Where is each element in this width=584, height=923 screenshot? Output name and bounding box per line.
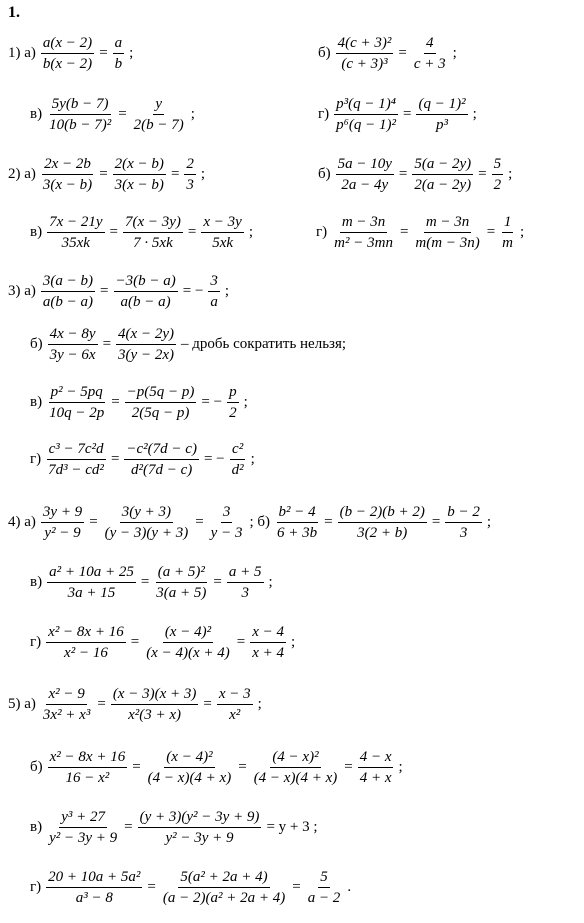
operator: = bbox=[147, 879, 156, 895]
denominator: 4 + x bbox=[359, 770, 392, 786]
denominator: 2(a − 2y) bbox=[414, 177, 472, 193]
fraction bbox=[113, 155, 166, 194]
operator: = bbox=[402, 106, 412, 122]
item-label: б) bbox=[30, 759, 43, 775]
denominator: 2 bbox=[229, 405, 237, 421]
denominator: 3x² + x³ bbox=[42, 707, 91, 723]
punctuation: ; bbox=[472, 106, 477, 122]
denominator: 7d³ − cd² bbox=[48, 462, 104, 478]
denominator: 3(a + 5) bbox=[156, 585, 207, 601]
fraction bbox=[41, 685, 92, 724]
operator: = bbox=[99, 166, 108, 182]
equation-line bbox=[316, 213, 528, 252]
numerator: c³ − 7c²d bbox=[47, 440, 106, 460]
numerator: x − 3 bbox=[217, 685, 253, 705]
fraction bbox=[358, 748, 394, 787]
equation-line bbox=[8, 272, 233, 311]
operator: = bbox=[118, 106, 127, 122]
operator: = bbox=[324, 514, 333, 530]
denominator: (y − 3)(y + 3) bbox=[104, 525, 189, 541]
equation-line bbox=[30, 808, 322, 847]
numerator: y bbox=[153, 95, 164, 115]
fraction bbox=[47, 808, 119, 847]
denominator: y² − 3y + 9 bbox=[49, 830, 118, 846]
fraction bbox=[124, 440, 199, 479]
punctuation: ; bbox=[398, 759, 403, 775]
fraction bbox=[132, 95, 186, 134]
equation-line bbox=[30, 440, 259, 479]
denominator: 7 · 5xk bbox=[133, 235, 173, 251]
fraction bbox=[413, 213, 481, 252]
numerator: 5y(b − 7) bbox=[50, 95, 111, 115]
item-label: в) bbox=[30, 574, 43, 590]
denominator: x + 4 bbox=[252, 645, 284, 661]
equation-line bbox=[318, 34, 461, 73]
denominator: 2 bbox=[493, 177, 502, 193]
fraction bbox=[47, 383, 106, 422]
item-label: в) bbox=[30, 394, 43, 410]
numerator: a bbox=[113, 34, 125, 54]
denominator: (x − 4)(x + 4) bbox=[146, 645, 230, 661]
text-fragment: – дробь сократить нельзя; bbox=[180, 336, 347, 352]
numerator: b² − 4 bbox=[277, 503, 318, 523]
operator: = bbox=[187, 224, 197, 240]
punctuation: ; bbox=[268, 574, 273, 590]
item-label: б) bbox=[318, 45, 331, 61]
numerator: (4 − x)² bbox=[270, 748, 320, 768]
fraction bbox=[114, 272, 178, 311]
numerator: c² bbox=[230, 440, 245, 460]
exercise-number: 1. bbox=[8, 4, 20, 21]
operator: = bbox=[100, 283, 109, 299]
denominator: 2(b − 7) bbox=[133, 117, 184, 133]
numerator: 2 bbox=[184, 155, 196, 175]
operator: = bbox=[124, 819, 133, 835]
fraction bbox=[46, 440, 106, 479]
numerator: b − 2 bbox=[445, 503, 482, 523]
numerator: −3(b − a) bbox=[114, 272, 178, 292]
fraction bbox=[47, 563, 136, 602]
denominator: a(b − a) bbox=[120, 294, 171, 310]
denominator: d²(7d − c) bbox=[131, 462, 193, 478]
numerator: −c²(7d − c) bbox=[124, 440, 199, 460]
denominator: 2(5q − p) bbox=[131, 405, 190, 421]
fraction bbox=[41, 34, 94, 73]
fraction bbox=[227, 563, 264, 602]
denominator: 16 − x² bbox=[65, 770, 110, 786]
numerator: x² − 8x + 16 bbox=[46, 623, 126, 643]
item-label: 5) а) bbox=[8, 696, 36, 712]
punctuation: ; bbox=[243, 394, 248, 410]
numerator: 1 bbox=[502, 213, 514, 233]
denominator: 10(b − 7)² bbox=[49, 117, 112, 133]
operator: = bbox=[238, 759, 247, 775]
denominator: 35xk bbox=[61, 235, 90, 251]
item-label: в) bbox=[30, 224, 43, 240]
operator: = bbox=[398, 45, 407, 61]
punctuation: ; б) bbox=[249, 514, 270, 530]
numerator: a + 5 bbox=[227, 563, 264, 583]
denominator: a bbox=[210, 294, 218, 310]
punctuation: . bbox=[347, 879, 352, 895]
item-label: 3) а) bbox=[8, 283, 36, 299]
item-label: 2) а) bbox=[8, 166, 36, 182]
operator: = bbox=[130, 634, 140, 650]
fraction bbox=[332, 213, 395, 252]
operator: = − bbox=[182, 283, 204, 299]
punctuation: ; bbox=[129, 45, 134, 61]
fraction bbox=[252, 748, 340, 787]
operator: = bbox=[236, 634, 246, 650]
operator: = bbox=[132, 759, 141, 775]
equation-line bbox=[30, 325, 350, 364]
denominator: b(x − 2) bbox=[42, 56, 93, 72]
numerator: 2x − 2b bbox=[42, 155, 93, 175]
item-label: 1) а) bbox=[8, 45, 36, 61]
numerator: (b − 2)(b + 2) bbox=[338, 503, 427, 523]
denominator: y − 3 bbox=[210, 525, 243, 541]
fraction bbox=[492, 155, 504, 194]
denominator: 3a + 15 bbox=[67, 585, 116, 601]
numerator: 5(a − 2y) bbox=[412, 155, 473, 175]
numerator: a(x − 2) bbox=[41, 34, 94, 54]
numerator: x² − 9 bbox=[46, 685, 86, 705]
fraction bbox=[500, 213, 515, 252]
equation-line bbox=[318, 95, 481, 134]
numerator: 3 bbox=[221, 503, 233, 523]
operator: = bbox=[99, 45, 108, 61]
fraction bbox=[416, 95, 467, 134]
equation-line bbox=[30, 623, 299, 662]
operator: = bbox=[111, 394, 120, 410]
equation-line bbox=[30, 748, 407, 787]
fraction bbox=[41, 272, 95, 311]
operator: = bbox=[486, 224, 496, 240]
text-fragment: = y + 3 ; bbox=[266, 819, 318, 835]
equation-line bbox=[8, 685, 266, 724]
item-label: б) bbox=[30, 336, 43, 352]
fraction bbox=[146, 748, 234, 787]
operator: = bbox=[399, 224, 409, 240]
numerator: (q − 1)² bbox=[416, 95, 467, 115]
numerator: 3(y + 3) bbox=[120, 503, 173, 523]
punctuation: ; bbox=[190, 106, 195, 122]
fraction bbox=[184, 155, 196, 194]
denominator: m bbox=[502, 235, 514, 251]
denominator: b bbox=[114, 56, 123, 72]
punctuation: ; bbox=[248, 224, 253, 240]
numerator: 5 bbox=[492, 155, 504, 175]
operator: = bbox=[398, 166, 408, 182]
fraction bbox=[41, 155, 94, 194]
denominator: m(m − 3n) bbox=[415, 235, 480, 251]
operator: = − bbox=[203, 451, 225, 467]
punctuation: ; bbox=[520, 224, 525, 240]
denominator: (4 − x)(4 + x) bbox=[147, 770, 232, 786]
item-label: г) bbox=[30, 451, 42, 467]
denominator: p⁶(q − 1)² bbox=[336, 117, 396, 133]
denominator: d² bbox=[231, 462, 244, 478]
numerator: x − 4 bbox=[250, 623, 286, 643]
fraction bbox=[227, 383, 239, 422]
numerator: 5 bbox=[318, 868, 330, 888]
item-label: в) bbox=[30, 106, 43, 122]
operator: = bbox=[109, 224, 118, 240]
equation-line bbox=[30, 563, 277, 602]
equation-line bbox=[30, 383, 252, 422]
denominator: 3(y − 2x) bbox=[118, 347, 174, 363]
denominator: 3 bbox=[459, 525, 468, 541]
fraction bbox=[123, 213, 183, 252]
fraction bbox=[46, 623, 126, 662]
fraction bbox=[201, 213, 243, 252]
denominator: 3(2 + b) bbox=[357, 525, 408, 541]
fraction bbox=[41, 503, 84, 542]
fraction bbox=[275, 503, 319, 542]
operator: = bbox=[170, 166, 180, 182]
numerator: −p(5q − p) bbox=[125, 383, 197, 403]
fraction bbox=[46, 868, 142, 907]
equation-line bbox=[8, 503, 495, 542]
fraction bbox=[412, 34, 448, 73]
denominator: 10q − 2p bbox=[49, 405, 105, 421]
item-label: г) bbox=[30, 879, 42, 895]
punctuation: ; bbox=[257, 696, 262, 712]
operator: = bbox=[213, 574, 222, 590]
numerator: 4(x − 2y) bbox=[116, 325, 176, 345]
numerator: x² − 8x + 16 bbox=[48, 748, 128, 768]
denominator: a³ − 8 bbox=[75, 890, 113, 906]
fraction bbox=[161, 868, 287, 907]
operator: = bbox=[102, 336, 112, 352]
numerator: 4 bbox=[424, 34, 436, 54]
denominator: x²(3 + x) bbox=[128, 707, 182, 723]
denominator: 2a − 4y bbox=[341, 177, 389, 193]
fraction bbox=[103, 503, 191, 542]
equation-line bbox=[30, 95, 199, 134]
numerator: a² + 10a + 25 bbox=[47, 563, 136, 583]
equation-line bbox=[8, 34, 137, 73]
denominator: (4 − x)(4 + x) bbox=[253, 770, 338, 786]
punctuation: ; bbox=[452, 45, 457, 61]
equation-line bbox=[8, 155, 209, 194]
fraction bbox=[306, 868, 343, 907]
fraction bbox=[154, 563, 208, 602]
denominator: p³ bbox=[436, 117, 448, 133]
punctuation: ; bbox=[200, 166, 206, 182]
operator: = bbox=[344, 759, 353, 775]
operator: = bbox=[89, 514, 98, 530]
denominator: y² − 9 bbox=[44, 525, 81, 541]
operator: = bbox=[431, 514, 441, 530]
numerator: 3(a − b) bbox=[41, 272, 95, 292]
fraction bbox=[334, 95, 398, 134]
numerator: 3y + 9 bbox=[41, 503, 84, 523]
denominator: y² − 3y + 9 bbox=[165, 830, 234, 846]
denominator: a − 2 bbox=[307, 890, 341, 906]
fraction bbox=[116, 325, 176, 364]
numerator: m − 3n bbox=[424, 213, 471, 233]
denominator: 3(x − b) bbox=[114, 177, 164, 193]
numerator: 2(x − b) bbox=[113, 155, 166, 175]
fraction bbox=[111, 685, 199, 724]
denominator: x² − 16 bbox=[64, 645, 108, 661]
fraction bbox=[209, 503, 245, 542]
fraction bbox=[208, 272, 220, 311]
numerator: x − 3y bbox=[201, 213, 243, 233]
numerator: 5a − 10y bbox=[336, 155, 394, 175]
item-label: г) bbox=[318, 106, 330, 122]
punctuation: ; bbox=[224, 283, 230, 299]
numerator: 4x − 8y bbox=[48, 325, 98, 345]
fraction bbox=[47, 95, 113, 134]
fraction bbox=[336, 34, 394, 73]
fraction bbox=[48, 325, 98, 364]
equation-line bbox=[318, 155, 516, 194]
fraction bbox=[144, 623, 232, 662]
fraction bbox=[138, 808, 262, 847]
equation-line bbox=[30, 868, 355, 907]
denominator: 3y − 6x bbox=[49, 347, 96, 363]
denominator: (a − 2)(a² + 2a + 4) bbox=[162, 890, 286, 906]
punctuation: ; bbox=[290, 634, 296, 650]
numerator: (a + 5)² bbox=[156, 563, 207, 583]
numerator: p² − 5pq bbox=[49, 383, 105, 403]
punctuation: ; bbox=[250, 451, 255, 467]
fraction bbox=[125, 383, 197, 422]
numerator: p bbox=[227, 383, 239, 403]
numerator: (x − 3)(x + 3) bbox=[111, 685, 199, 705]
denominator: c + 3 bbox=[413, 56, 446, 72]
operator: = bbox=[292, 879, 301, 895]
denominator: 3(x − b) bbox=[42, 177, 93, 193]
item-label: г) bbox=[316, 224, 328, 240]
fraction bbox=[48, 748, 128, 787]
denominator: 3 bbox=[186, 177, 194, 193]
numerator: 4(c + 3)² bbox=[336, 34, 394, 54]
denominator: 6 + 3b bbox=[277, 525, 318, 541]
denominator: (c + 3)³ bbox=[341, 56, 388, 72]
fraction bbox=[113, 34, 125, 73]
numerator: m − 3n bbox=[340, 213, 387, 233]
equation-line bbox=[30, 213, 257, 252]
denominator: a(b − a) bbox=[42, 294, 94, 310]
numerator: (y + 3)(y² − 3y + 9) bbox=[138, 808, 262, 828]
numerator: 3 bbox=[208, 272, 220, 292]
operator: = bbox=[478, 166, 487, 182]
item-label: в) bbox=[30, 819, 43, 835]
numerator: y³ + 27 bbox=[59, 808, 107, 828]
numerator: 20 + 10a + 5a² bbox=[46, 868, 142, 888]
numerator: 7(x − 3y) bbox=[123, 213, 183, 233]
fraction bbox=[338, 503, 427, 542]
fraction bbox=[217, 685, 253, 724]
numerator: (x − 4)² bbox=[163, 623, 213, 643]
denominator: x² bbox=[229, 707, 241, 723]
punctuation: ; bbox=[508, 166, 513, 182]
numerator: 5(a² + 2a + 4) bbox=[178, 868, 269, 888]
item-label: б) bbox=[318, 166, 331, 182]
fraction bbox=[250, 623, 286, 662]
fraction bbox=[336, 155, 394, 194]
operator: = bbox=[140, 574, 150, 590]
operator: = bbox=[97, 696, 106, 712]
fraction bbox=[445, 503, 482, 542]
item-label: г) bbox=[30, 634, 42, 650]
numerator: 4 − x bbox=[358, 748, 394, 768]
denominator: m² − 3mn bbox=[334, 235, 393, 251]
numerator: p³(q − 1)⁴ bbox=[334, 95, 398, 115]
operator: = − bbox=[201, 394, 223, 410]
numerator: (x − 4)² bbox=[164, 748, 214, 768]
operator: = bbox=[203, 696, 212, 712]
operator: = bbox=[110, 451, 120, 467]
item-label: 4) а) bbox=[8, 514, 36, 530]
fraction bbox=[47, 213, 104, 252]
denominator: 5xk bbox=[212, 235, 234, 251]
numerator: 7x − 21y bbox=[47, 213, 104, 233]
operator: = bbox=[195, 514, 204, 530]
punctuation: ; bbox=[486, 514, 492, 530]
denominator: 3 bbox=[241, 585, 249, 601]
fraction bbox=[230, 440, 246, 479]
fraction bbox=[412, 155, 473, 194]
